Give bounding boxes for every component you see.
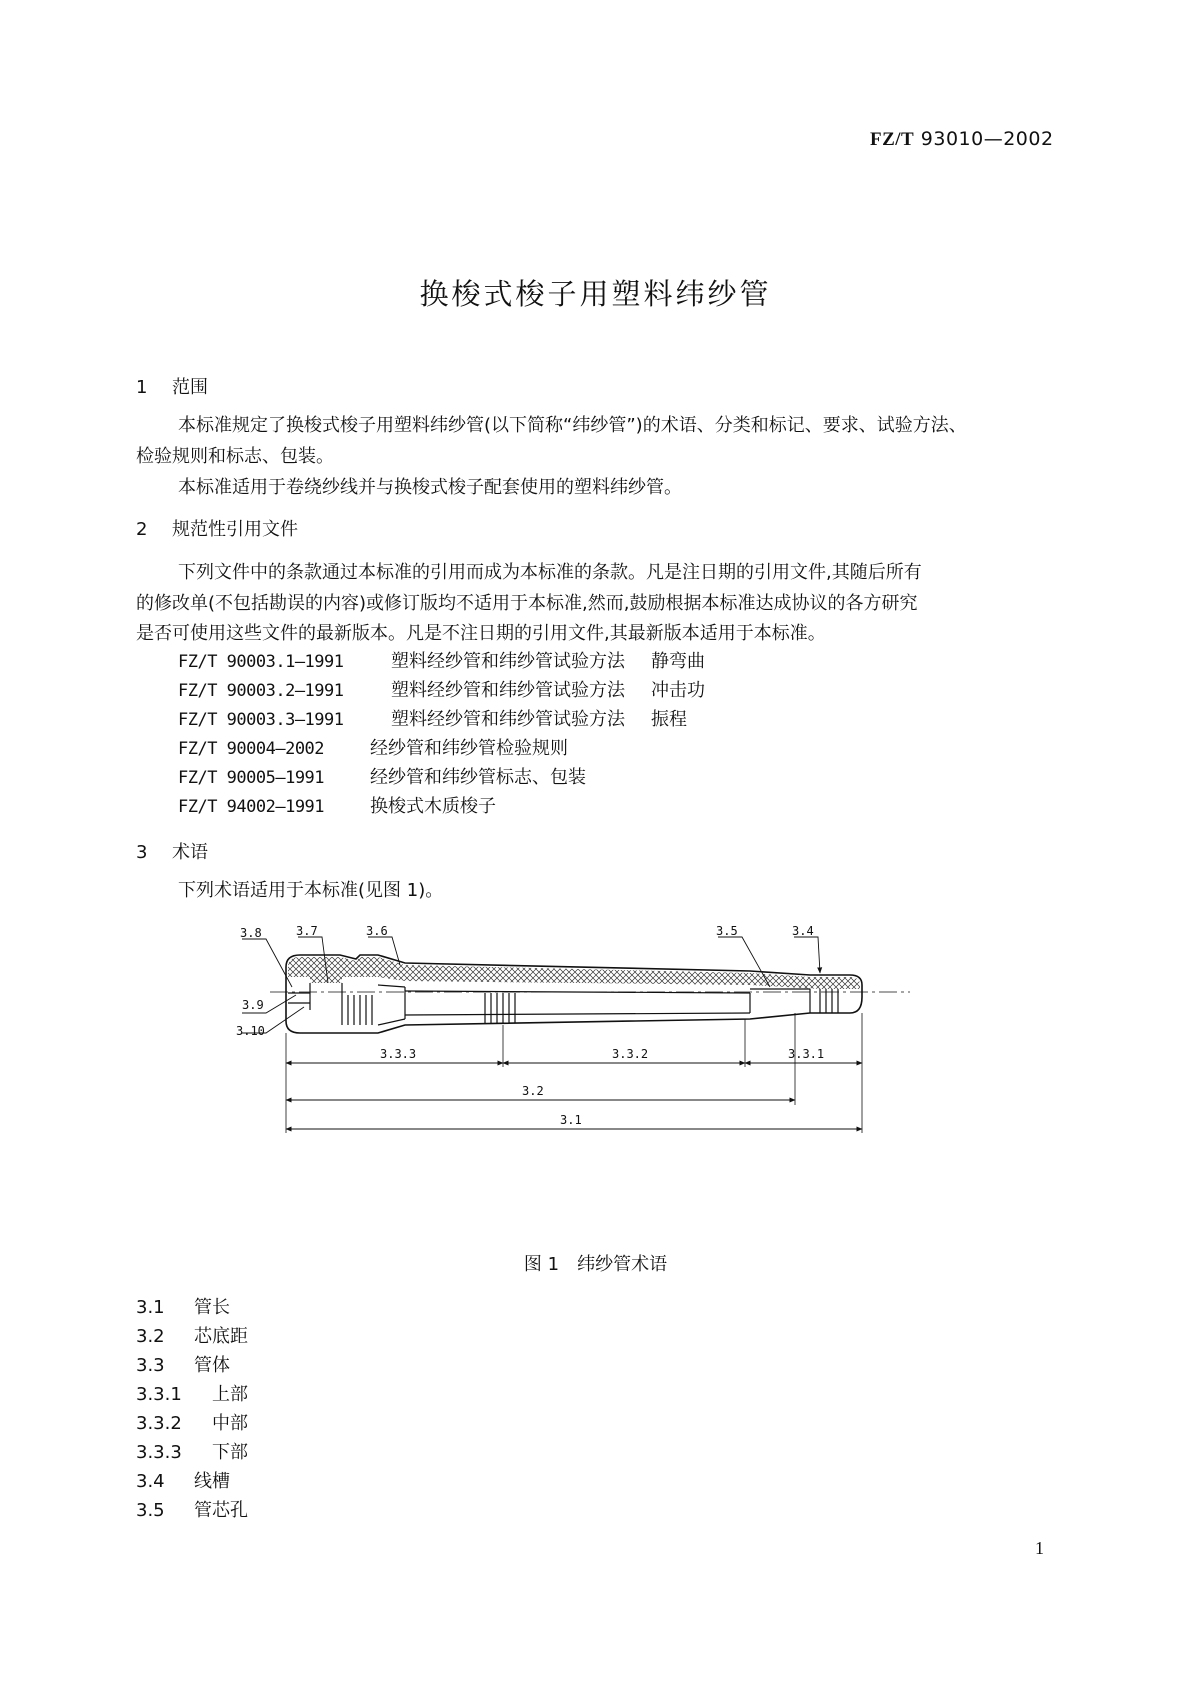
term-number: 3.3.1	[136, 1384, 182, 1405]
term-name: 管体	[194, 1355, 230, 1376]
label-3-10: 3.10	[236, 1024, 265, 1038]
term-name: 管长	[194, 1297, 230, 1318]
label-3-5: 3.5	[716, 924, 738, 938]
reference-title: 塑料经纱管和纬纱管试验方法	[391, 709, 625, 730]
pirn-grooves	[348, 989, 838, 1025]
section-title: 规范性引用文件	[172, 519, 298, 540]
term-name: 线槽	[194, 1471, 230, 1492]
reference-item	[178, 734, 568, 760]
reference-item	[178, 647, 705, 673]
section-3-intro: 下列术语适用于本标准(见图 1)。	[178, 880, 444, 901]
term-number: 3.2	[136, 1326, 165, 1347]
section-1-para-1-line-2: 检验规则和标志、包装。	[136, 446, 334, 467]
term-name: 管芯孔	[194, 1500, 248, 1521]
reference-item	[178, 763, 586, 789]
figure-caption: 图 1 纬纱管术语	[523, 1254, 668, 1275]
term-item	[136, 1351, 230, 1377]
term-item	[136, 1293, 230, 1319]
section-2-para-line-1: 下列文件中的条款通过本标准的引用而成为本标准的条款。凡是注日期的引用文件,其随后所有	[178, 562, 922, 583]
standard-code-number: 93010—2002	[920, 128, 1054, 150]
term-item	[136, 1496, 248, 1522]
term-number: 3.5	[136, 1500, 165, 1521]
term-item	[136, 1438, 248, 1464]
reference-title: 塑料经纱管和纬纱管试验方法	[391, 680, 625, 701]
reference-title: 塑料经纱管和纬纱管试验方法	[391, 651, 625, 672]
section-1-para-2: 本标准适用于卷绕纱线并与换梭式梭子配套使用的塑料纬纱管。	[178, 477, 682, 498]
term-number: 3.1	[136, 1297, 165, 1318]
term-item	[136, 1409, 248, 1435]
label-3-9: 3.9	[242, 998, 264, 1012]
reference-code: FZ/T 90005—1991	[178, 768, 325, 788]
section-number: 3	[136, 842, 148, 863]
standard-code-prefix: FZ/T	[870, 129, 915, 150]
term-item	[136, 1380, 248, 1406]
label-3-7: 3.7	[296, 924, 318, 938]
term-number: 3.3	[136, 1355, 165, 1376]
reference-part: 振程	[651, 709, 687, 730]
term-number: 3.4	[136, 1471, 165, 1492]
section-1-heading	[136, 373, 208, 399]
term-name: 芯底距	[194, 1326, 248, 1347]
reference-title: 经纱管和纬纱管检验规则	[370, 738, 568, 759]
reference-code: FZ/T 90004—2002	[178, 739, 325, 759]
section-2-para-line-3: 是否可使用这些文件的最新版本。凡是不注日期的引用文件,其最新版本适用于本标准。	[136, 623, 826, 644]
section-number: 2	[136, 519, 148, 540]
reference-code: FZ/T 90003.2—1991	[178, 681, 344, 701]
term-item	[136, 1467, 230, 1493]
pirn-technical-drawing	[230, 915, 930, 1155]
section-2-para-line-2: 的修改单(不包括勘误的内容)或修订版均不适用于本标准,然而,鼓励根据本标准达成协议的各方研究	[136, 593, 918, 614]
term-name: 下部	[212, 1442, 248, 1463]
dimension-label-3-3-2: 3.3.2	[612, 1047, 649, 1061]
section-number: 1	[136, 377, 148, 398]
section-1-para-1-line-1: 本标准规定了换梭式梭子用塑料纬纱管(以下简称“纬纱管”)的术语、分类和标记、要求、试验方法、	[178, 415, 967, 436]
section-title: 范围	[172, 377, 208, 398]
reference-item	[178, 676, 705, 702]
label-3-6: 3.6	[366, 924, 388, 938]
reference-code: FZ/T 90003.1—1991	[178, 652, 344, 672]
label-3-4: 3.4	[792, 924, 814, 938]
term-name: 上部	[212, 1384, 248, 1405]
section-2-heading	[136, 515, 298, 541]
reference-code: FZ/T 90003.3—1991	[178, 710, 344, 730]
section-title: 术语	[172, 842, 208, 863]
reference-part: 静弯曲	[651, 651, 705, 672]
reference-code: FZ/T 94002—1991	[178, 797, 325, 817]
page-number: 1	[1035, 1538, 1044, 1558]
term-item	[136, 1322, 248, 1348]
dimension-label-3-3-3: 3.3.3	[380, 1047, 417, 1061]
label-3-8: 3.8	[240, 926, 262, 940]
reference-item	[178, 792, 496, 818]
term-number: 3.3.2	[136, 1413, 182, 1434]
standard-code	[870, 128, 1054, 151]
dimension-label-3-3-1: 3.3.1	[788, 1047, 825, 1061]
reference-part: 冲击功	[651, 680, 705, 701]
dimension-label-3-2: 3.2	[522, 1084, 544, 1098]
section-3-heading	[136, 838, 208, 864]
reference-item	[178, 705, 687, 731]
term-name: 中部	[212, 1413, 248, 1434]
document-title: 换梭式梭子用塑料纬纱管	[419, 277, 772, 311]
term-number: 3.3.3	[136, 1442, 182, 1463]
reference-title: 经纱管和纬纱管标志、包装	[370, 767, 586, 788]
reference-title: 换梭式木质梭子	[370, 796, 496, 817]
dimension-label-3-1: 3.1	[560, 1113, 582, 1127]
